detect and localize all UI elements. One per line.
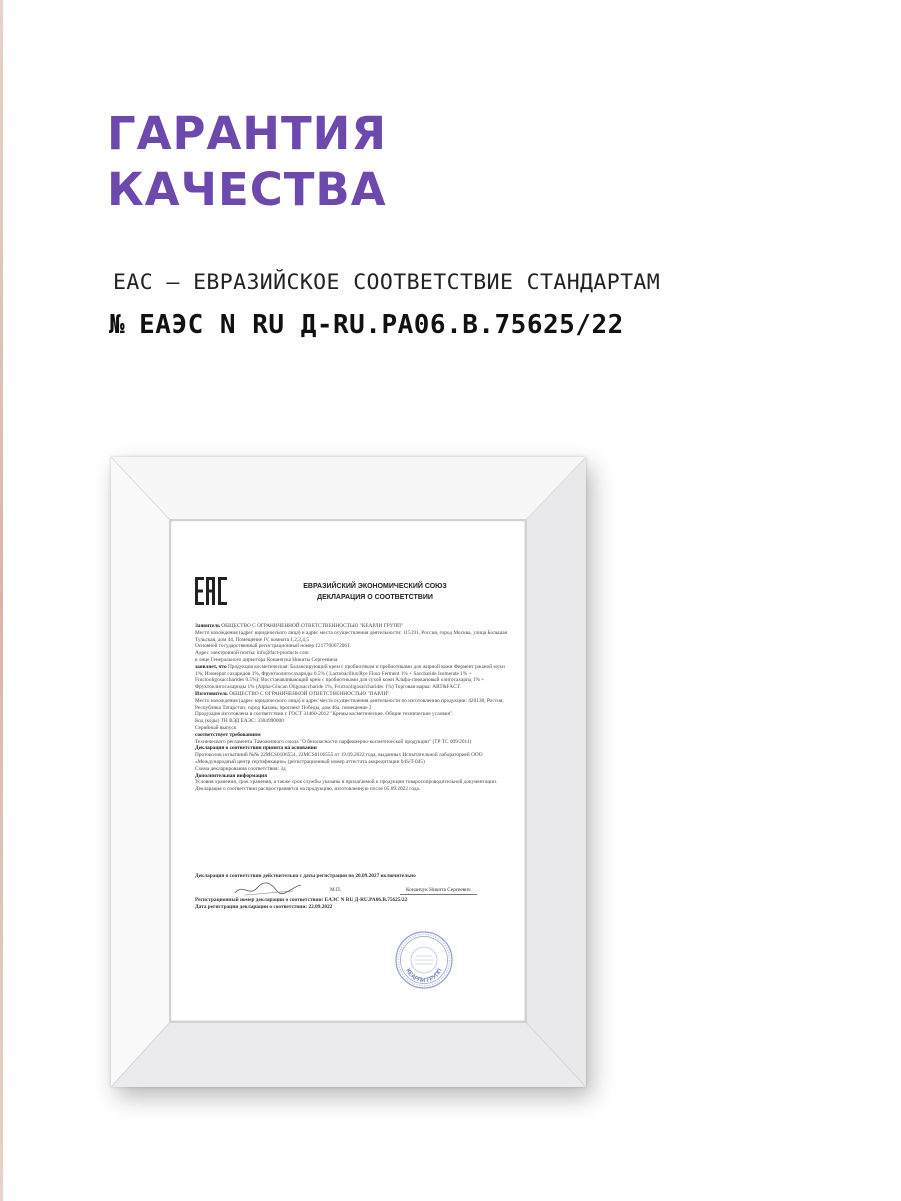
document-body xyxy=(195,623,510,793)
director: в лице Генерального директора Конанчука Никиты Сергеевича xyxy=(195,656,338,663)
heading-line-1: ГАРАНТИЯ xyxy=(107,107,387,160)
eac-description: ЕАС – ЕВРАЗИЙСКОЕ СООТВЕТСТВИЕ СТАНДАРТАМ xyxy=(113,270,661,295)
declaration-reg-date: Дата регистрации декларации о соответствии: 22.09.2022 xyxy=(195,903,333,910)
number-sign: № xyxy=(109,310,126,340)
union-title: ЕВРАЗИЙСКИЙ ЭКОНОМИЧЕСКИЙ СОЮЗ xyxy=(303,583,447,590)
left-edge-line xyxy=(0,0,3,1201)
certificate-frame xyxy=(111,457,586,1087)
registration-number-value: ЕАЭС N RU Д-RU.PA06.B.75625/22 xyxy=(139,310,624,340)
technical-regulation: Технического регламента Таможенного союза "О безопасности парфюмерно-косметической продукции" (ТР ТС 009/2011) xyxy=(195,738,472,745)
applicant-label: Заявитель xyxy=(195,623,220,629)
company-stamp xyxy=(394,930,454,990)
hs-code: Код (коды) ТН ВЭД ЕАЭС: 3304990000 xyxy=(195,718,284,725)
validity: Декларация о соответствии действительна с даты регистрации по 20.09.2027 включительно xyxy=(195,873,416,879)
eac-logo xyxy=(194,573,228,609)
serial-release: Серийный выпуск xyxy=(195,724,237,731)
product-description: Продукция косметическая: Балансирующий крем с пробиотиком и пребиотиками для жирной кожи Фермент ржаной муки 1%, Изомерат сахаридов 1%, Фруктоолигосахариды 0.5% ( Lactobacillus/Rye Flour Ferment 1% + Saccharide Isomerate 1% + Fructooligosaccharides 0.5%); Восстанавливающий крем с пробиотиками для сухой кожи Альфа-глюкановый олигосахарид 1% + Фруктоолигосахариды 1% (Alpha-Glucan Oligosaccharide 1%, Fructooligosaccharides 1%) Торговая марка: ART&FACT. xyxy=(195,663,505,691)
signature-row xyxy=(195,883,510,897)
conforms-label: соответствует требованиям xyxy=(195,731,261,738)
manufacturer-label: Изготовитель xyxy=(195,690,228,697)
basis-label: Декларация о соответствии принята на основании xyxy=(195,745,317,752)
email: Адрес электронной почты: info@fact-products.com xyxy=(195,650,309,657)
declaration-document xyxy=(172,522,524,1020)
seal-place: М.П. xyxy=(330,886,342,893)
additional-info-label: Дополнительная информация xyxy=(195,772,268,779)
declaration-title: ДЕКЛАРАЦИЯ О СООТВЕТСТВИИ xyxy=(317,594,433,601)
manufacturer-address: Место нахождения (адрес юридического лица) и адрес места осуществления деятельности по изготовлению продукции: 420138, Россия, Республика Татарстан, город Казань, проспект Победы, дом 46а, помещение 2 xyxy=(195,697,504,711)
signer-name: Конанчук Никита Сергеевич xyxy=(400,887,477,895)
quality-guarantee-heading xyxy=(107,106,387,218)
applicant-address: Место нахождения (адрес юридического лица) и адрес места осуществления деятельности: 115191, Россия, город Москва, улица Большая Тульская, дом 44, Помещение IV, комната 1,2,3,4,5 xyxy=(195,629,508,643)
gost-standard: Продукция изготовлена в соответствии с ГОСТ 31460-2012 "Кремы косметические. Общие технические условия". xyxy=(195,711,454,718)
declares-label: заявляет, что xyxy=(195,663,227,670)
declaration-reg-number: Регистрационный номер декларации о соответствии: ЕАЭС N RU Д-RU.PA06.B.75625/22 xyxy=(195,896,408,903)
handwritten-signature xyxy=(233,879,303,899)
stamp-text: КЕАРЛИ ГРУПП xyxy=(404,967,444,985)
test-protocols: Протоколов испытаний №№ 22MCS0106554, 22MCS0106555 от 19.09.2022 года, выданных Испытательной лабораторией ООО «Международный центр сертификации» (регистрационный номер аттестата аккредитации 04S/T-045) xyxy=(195,752,483,765)
heading-line-2: КАЧЕСТВА xyxy=(107,163,387,216)
additional-info: Условия хранения, срок хранения, а также срок службы указаны в прилагаемой к продукции товаросопроводительной документации. Декларация о соответствии распространяется на продукцию, изготовленную после 05.09.2022 года. xyxy=(195,779,498,793)
document-footer xyxy=(195,873,510,910)
document-heading xyxy=(275,581,475,603)
ogrn: Основной государственный регистрационный номер 1217700072061. xyxy=(195,643,352,650)
manufacturer-name: ОБЩЕСТВО С ОГРАНИЧЕННОЙ ОТВЕТСТВЕННОСТЬЮ "ПАРЛИ" xyxy=(229,690,390,697)
declaration-scheme: Схема декларирования соответствия: 3д xyxy=(195,765,286,772)
registration-number xyxy=(109,310,624,340)
applicant-name: ОБЩЕСТВО С ОГРАНИЧЕННОЙ ОТВЕТСТВЕННОСТЬЮ "КЕАРЛИ ГРУПП" xyxy=(221,623,404,629)
